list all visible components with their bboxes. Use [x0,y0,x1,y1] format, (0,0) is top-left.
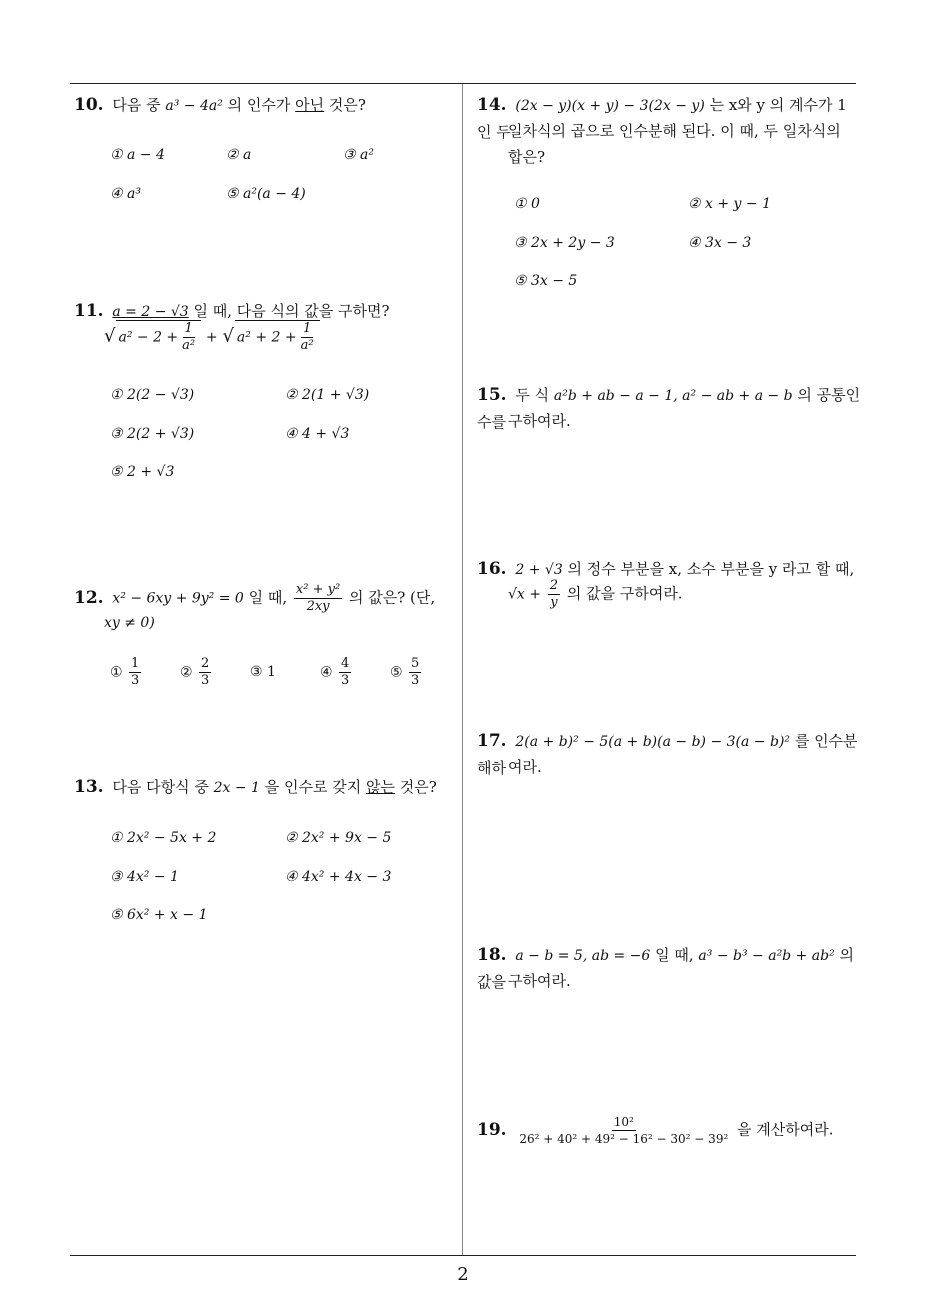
math-expression: 2x − 1 [213,780,260,796]
option-5[interactable] [390,656,423,689]
option-4[interactable]: ④ 4 + √3 [285,426,350,442]
option-3[interactable]: ③ 2x + 2y − 3 [514,235,615,251]
fraction-numerator: 1 [302,321,312,336]
question-text: 를 인수분해하 [477,732,858,777]
option-mark: ⑤ [390,664,403,681]
option-3[interactable]: ③ 4x² − 1 [110,869,179,885]
plus-sign: + [205,329,218,346]
question-text-line: 여라. [508,758,542,776]
math-expression: x² − 6xy + 9y² = 0 [112,590,244,607]
question-10 [74,92,454,119]
option-1[interactable]: ① 0 [514,196,540,212]
math-expression: 2(a + b)² − 5(a + b)(a − b) − 3(a − b)² [515,734,791,750]
question-number: 10. [74,95,104,115]
option-2[interactable] [180,656,213,689]
option-4[interactable] [320,656,353,689]
q16-expression [508,578,683,611]
fraction-denominator: 3 [341,673,350,688]
radical-sign: √ [104,325,116,347]
fraction-numerator: 1 [131,656,140,671]
option-mark: ③ [250,664,263,680]
question-text: 일 때, [248,588,288,607]
fraction [548,578,560,611]
option-5[interactable]: ⑤ 6x² + x − 1 [110,907,208,923]
fraction-numerator: 2 [201,656,210,671]
option-1[interactable]: ① a − 4 [110,147,165,163]
math-expression: a = 2 − √3 [112,304,189,320]
math-expression: a³ − b³ − a²b + ab² [698,948,835,964]
question-number: 19. [477,1119,507,1140]
option-4[interactable]: ④ 4x² + 4x − 3 [285,869,392,885]
math-expression: √x + [508,586,541,603]
expr-part: a² + 2 + [236,329,297,346]
question-text: 일 때, [655,946,694,964]
option-5[interactable]: ⑤ a²(a − 4) [226,186,306,202]
fraction-denominator: a² [182,338,196,353]
question-number: 18. [477,945,507,965]
option-mark: ④ [320,664,333,681]
fraction-denominator: 26² + 40² + 49² − 16² − 30² − 39² [519,1132,729,1146]
question-number: 11. [74,301,104,321]
question-text-line: 구하여라. [508,412,571,430]
question-text-line: 합은? [508,148,546,166]
option-2[interactable]: ② x + y − 1 [688,196,771,212]
question-text: 의 정수 부분을 x, 소수 부분을 y 라고 할 때, [567,560,855,578]
underlined-keyword: 않는 [366,778,395,796]
fraction-denominator: 3 [411,673,420,688]
math-expression: a²b + ab − a − 1, a² − ab + a − b [553,388,793,404]
question-text-line: 구하여라. [508,972,571,990]
fraction-numerator: 4 [341,656,350,671]
fraction-numerator: 10² [613,1115,634,1129]
fraction-numerator: 5 [411,656,420,671]
fraction [409,656,421,689]
fraction-numerator: x² + y² [295,582,341,597]
question-number: 13. [74,777,104,797]
math-expression: (2x − y)(x + y) − 3(2x − y) [515,98,705,114]
question-text: 을 계산하여라. [737,1120,834,1139]
question-number: 15. [477,385,507,405]
option-1[interactable]: ① 2(2 − √3) [110,387,195,403]
option-mark: ② [180,664,193,681]
option-mark: ① [110,664,123,681]
math-expression: a − b = 5, ab = −6 [515,948,651,964]
fraction-denominator: a² [300,338,314,353]
fraction-numerator: 2 [549,578,559,593]
math-expression: a³ − 4a² [165,98,223,114]
option-2[interactable]: ② 2x² + 9x − 5 [285,830,392,846]
q11-expression [104,320,320,354]
option-5[interactable]: ⑤ 3x − 5 [514,273,578,289]
bottom-rule [70,1255,856,1256]
question-number: 17. [477,731,507,751]
question-number: 16. [477,559,507,579]
option-1[interactable]: ① 2x² − 5x + 2 [110,830,217,846]
option-3[interactable]: ③ a² [343,147,374,163]
fraction [294,582,342,615]
underlined-keyword: 아닌 [295,96,325,114]
option-4[interactable]: ④ a³ [110,186,141,202]
question-text: 의 공통인수를 [477,386,861,431]
fraction [299,321,316,354]
radicand-right [235,320,320,354]
question-text: 일 때, 다음 식의 값을 구하면? [193,302,390,320]
fraction [339,656,351,689]
fraction [129,656,141,689]
option-5[interactable]: ⑤ 2 + √3 [110,464,175,480]
fraction-denominator: 3 [131,673,140,688]
question-text: 두 식 [515,386,550,404]
option-3[interactable] [250,664,276,680]
fraction-denominator: 3 [201,673,210,688]
question-text: 다음 다항식 중 [112,778,209,796]
option-4[interactable]: ④ 3x − 3 [688,235,752,251]
question-number: 12. [74,587,104,608]
page-number: 2 [457,1264,469,1285]
question-19 [477,1114,861,1147]
question-text: 다음 중 [112,96,161,114]
question-number: 14. [477,95,507,115]
question-text: 것은? [328,96,366,114]
option-value: 1 [267,664,276,680]
option-1[interactable] [110,656,143,689]
fraction [199,656,211,689]
question-text: 의 값을 [477,946,854,991]
radicand-left [116,320,201,354]
option-2[interactable]: ② a [226,147,252,163]
math-expression: 2 + √3 [515,562,563,578]
fraction-denominator: 2xy [306,599,330,614]
expr-part: a² − 2 + [118,329,179,346]
question-text: 는 x와 y 의 계수가 1인 두 [477,96,847,141]
fraction [180,321,197,354]
top-rule [70,83,856,84]
fraction [517,1114,730,1147]
question-text: 것은? [399,778,437,796]
column-divider [462,84,463,1256]
question-text: 의 인수가 [227,96,291,114]
q12-condition: xy ≠ 0) [104,615,155,631]
question-text: 을 인수로 갖지 [264,778,362,796]
question-13 [74,774,458,801]
question-text-line: 일차식의 곱으로 인수분해 된다. 이 때, 두 일차식의 [508,122,841,140]
fraction-numerator: 1 [184,321,193,336]
question-text: 의 값은? (단, [348,588,436,607]
option-2[interactable]: ② 2(1 + √3) [285,387,370,403]
option-3[interactable]: ③ 2(2 + √3) [110,426,195,442]
fraction-denominator: y [550,595,558,610]
question-text: 의 값을 구하여라. [566,584,683,603]
radical-sign: √ [222,325,234,347]
